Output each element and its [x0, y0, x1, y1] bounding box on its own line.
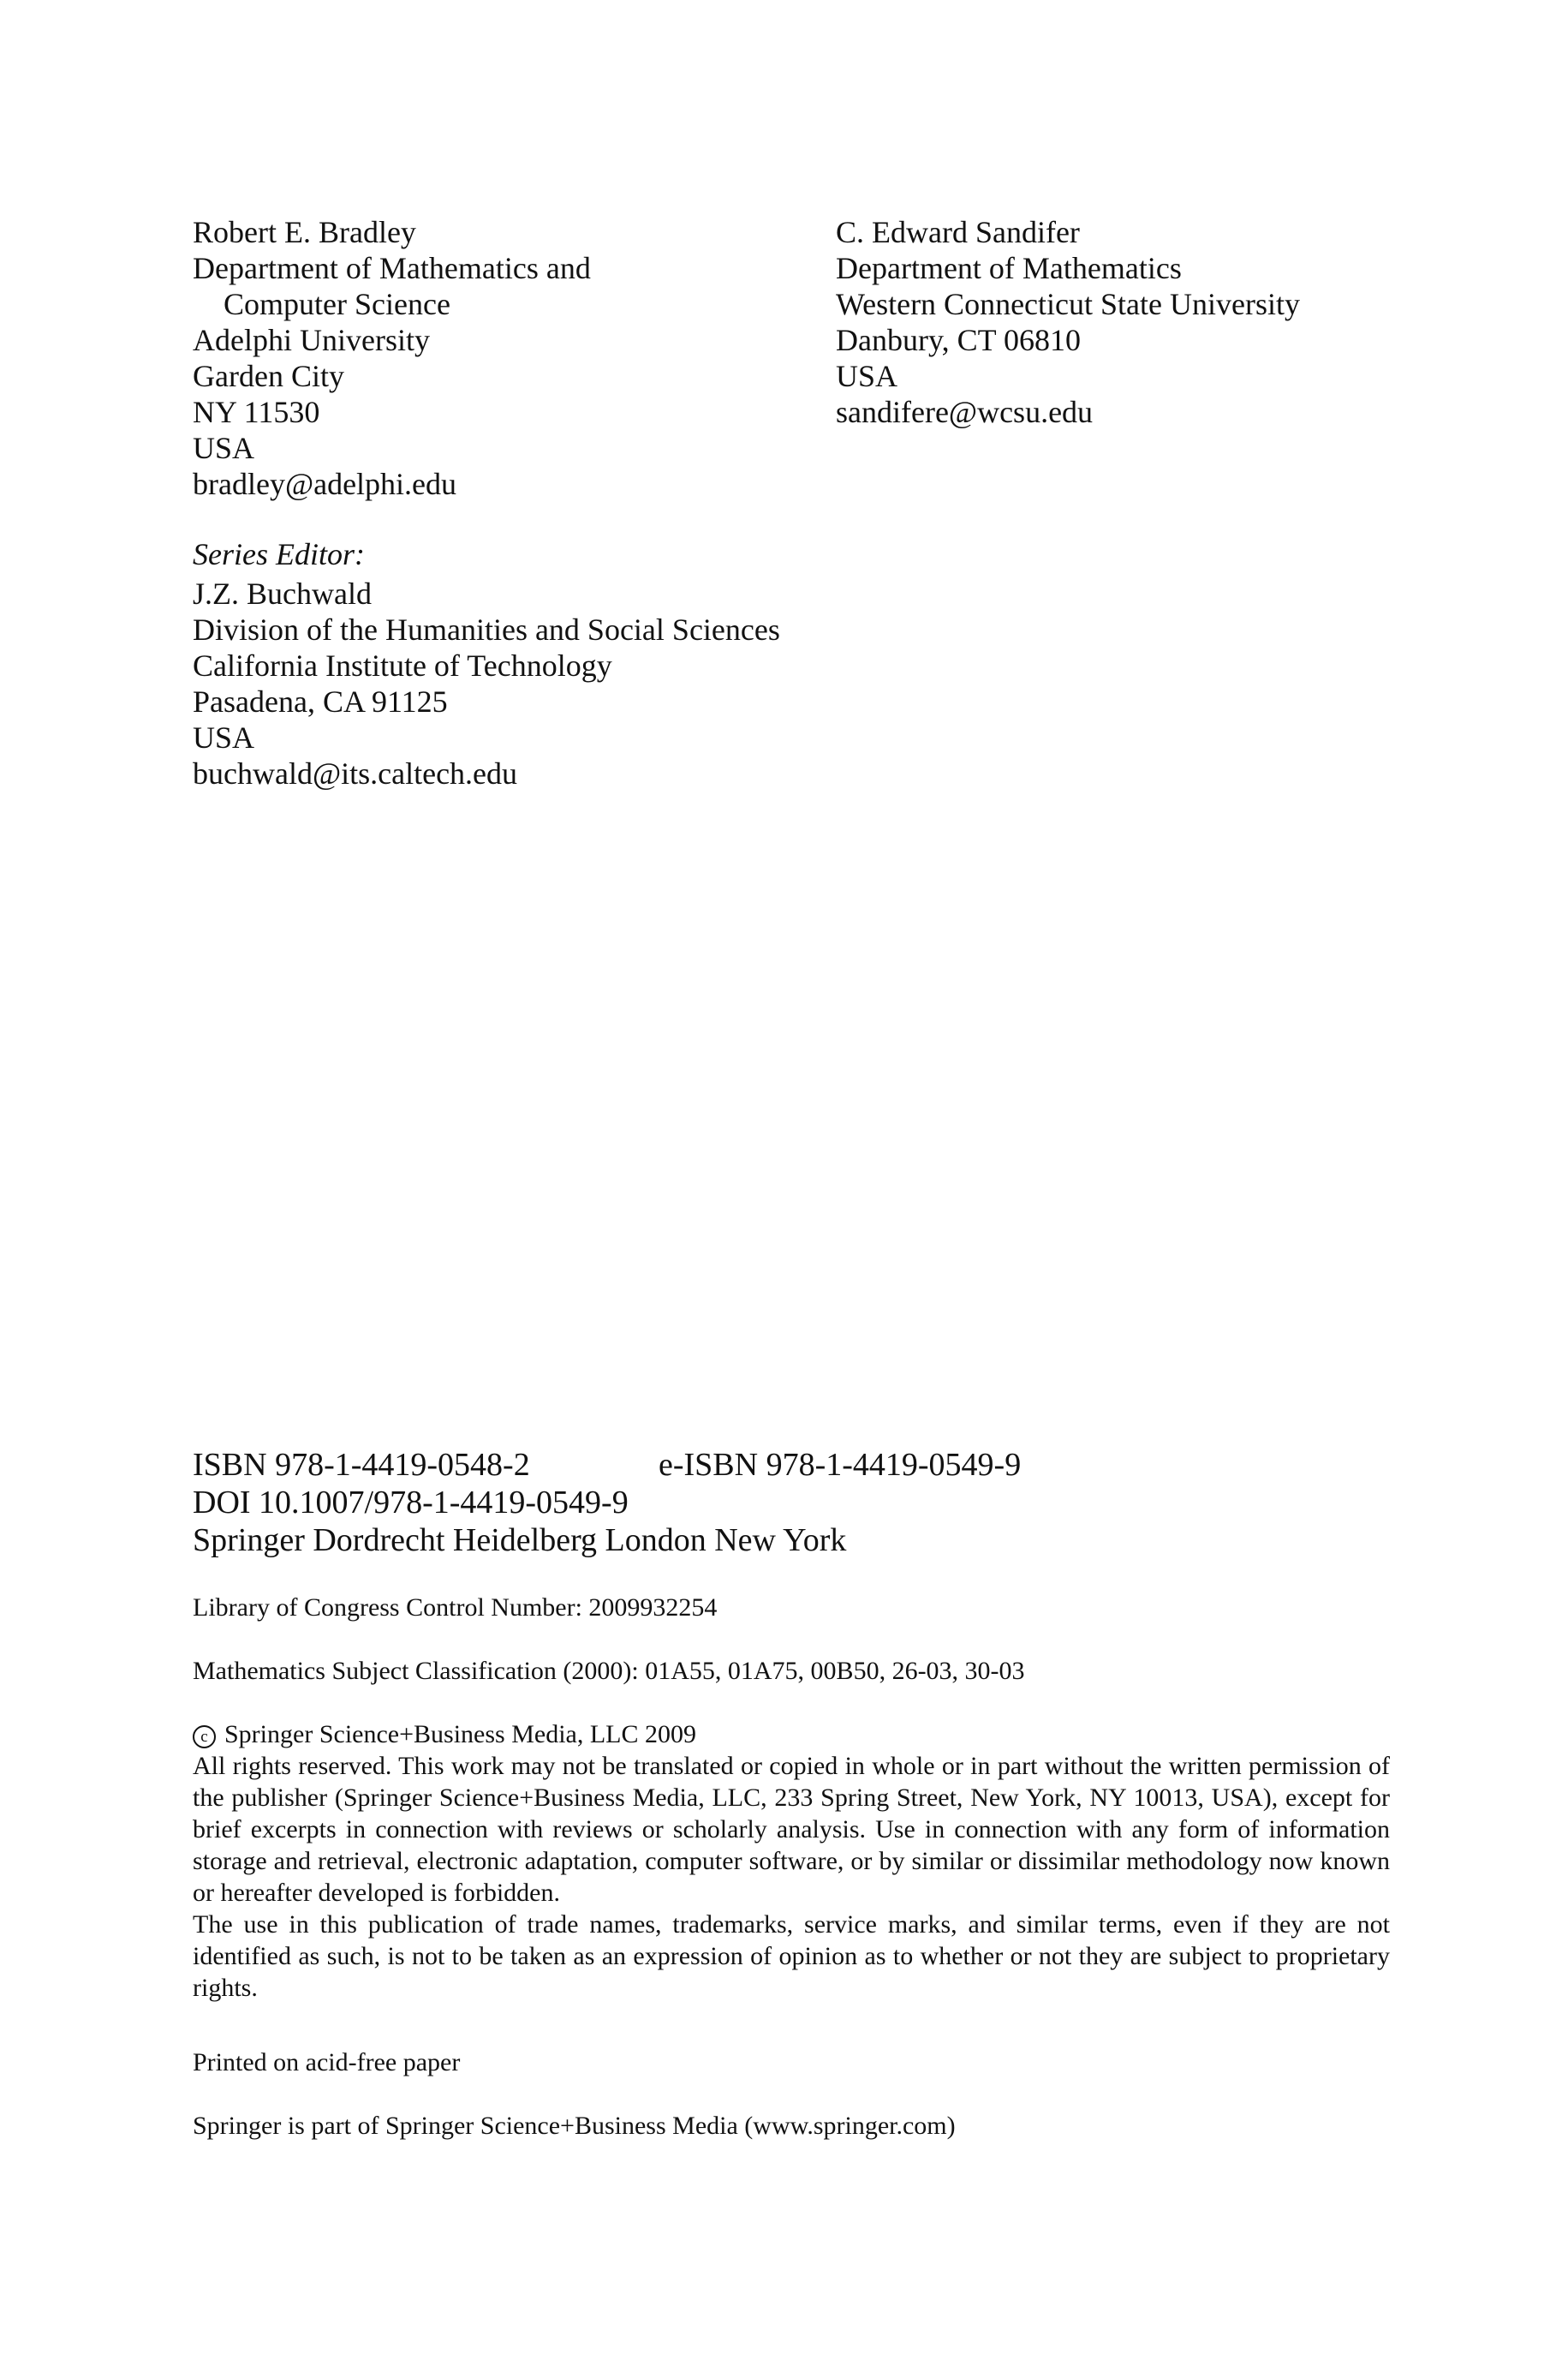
editor-institution: California Institute of Technology: [193, 648, 612, 683]
printed-note: Printed on acid-free paper: [193, 2048, 461, 2076]
author-city-state-zip: Danbury, CT 06810: [836, 323, 1081, 357]
rights-paragraph: All rights reserved. This work may not be translated or copied in whole or in part without the written permission of the publisher (Springer Science+Business Media, LLC, 233 Spring Street, New York, NY 10013, USA), except for brief excerpts in connection with reviews or scholarly analysis. Use in connection with any form of information storage and retrieval, electronic adaptation, computer software, or by similar or dissimilar methodology now known or hereafter developed is forbidden.: [193, 1752, 1390, 1907]
editor-name: J.Z. Buchwald: [193, 577, 372, 611]
author-address-sandifer: [836, 214, 1300, 430]
springer-note: Springer is part of Springer Science+Business Media (www.springer.com): [193, 2112, 956, 2140]
author-department: Department of Mathematics: [836, 251, 1182, 285]
doi: DOI 10.1007/978-1-4419-0549-9: [193, 1485, 629, 1521]
author-address-bradley: [193, 214, 591, 502]
author-department-continued: Computer Science: [224, 287, 450, 321]
copyright-text: Springer Science+Business Media, LLC 2009: [224, 1720, 697, 1748]
isbn-row: [193, 1446, 1022, 1484]
author-city: Garden City: [193, 359, 344, 393]
publisher-locations: Springer Dordrecht Heidelberg London New York: [193, 1522, 847, 1558]
editor-email: buchwald@its.caltech.edu: [193, 756, 518, 791]
editor-city-state-zip: Pasadena, CA 91125: [193, 684, 448, 719]
author-email: sandifere@wcsu.edu: [836, 395, 1094, 429]
rights-notice: [193, 1750, 1390, 2004]
author-institution: Adelphi University: [193, 323, 430, 357]
author-country: USA: [836, 359, 898, 393]
copyright-icon: c: [193, 1725, 216, 1748]
subject-classification: Mathematics Subject Classification (2000): 01A55, 01A75, 00B50, 26-03, 30-03: [193, 1657, 1025, 1685]
author-email: bradley@adelphi.edu: [193, 467, 457, 501]
author-name: C. Edward Sandifer: [836, 215, 1080, 249]
author-country: USA: [193, 431, 255, 465]
trademark-paragraph: The use in this publication of trade names, trademarks, service marks, and similar terms, even if they are not identified as such, is not to be taken as an expression of opinion as to whether or not they are subject to proprietary rights.: [193, 1910, 1390, 2002]
author-department: Department of Mathematics and: [193, 251, 591, 285]
isbn-block: [193, 1446, 1022, 1559]
lccn: Library of Congress Control Number: 2009932254: [193, 1593, 718, 1622]
author-institution: Western Connecticut State University: [836, 287, 1300, 321]
editor-country: USA: [193, 720, 255, 755]
copyright-line: [193, 1719, 696, 1750]
series-editor-label: Series Editor:: [193, 537, 365, 571]
author-state-zip: NY 11530: [193, 395, 320, 429]
author-name: Robert E. Bradley: [193, 215, 416, 249]
editor-division: Division of the Humanities and Social Sciences: [193, 612, 780, 647]
eisbn: e-ISBN 978-1-4419-0549-9: [659, 1447, 1022, 1483]
isbn: ISBN 978-1-4419-0548-2: [193, 1447, 530, 1483]
series-editor-block: [193, 536, 780, 792]
